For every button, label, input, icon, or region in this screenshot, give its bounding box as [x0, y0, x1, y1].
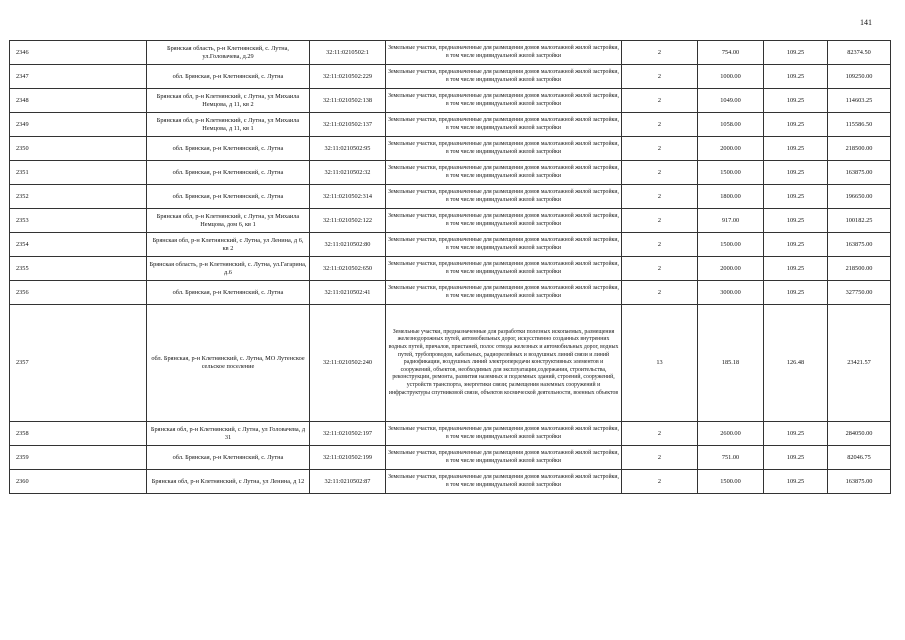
row-number: 2357 [10, 305, 147, 422]
row-number: 2355 [10, 257, 147, 281]
row-cadastral-value: 23421.57 [828, 305, 891, 422]
row-cadastral-number: 32:11:0210502:122 [310, 209, 386, 233]
row-cadastral-number: 32:11:0210502:41 [310, 281, 386, 305]
row-address: Брянская область, р-н Клетнянский, с. Лутна, ул.Гагарина, д.6 [147, 257, 310, 281]
row-permitted-use: Земельные участки, предназначенные для размещения домов малоэтажной жилой застройки, в том числе индивидуальной жилой застройки [386, 446, 622, 470]
row-specific-value: 109.25 [764, 113, 828, 137]
row-address: обл. Брянская, р-н Клетнянский, с. Лутна [147, 65, 310, 89]
row-number: 2346 [10, 41, 147, 65]
row-cadastral-number: 32:11:0210502:1 [310, 41, 386, 65]
row-specific-value: 109.25 [764, 209, 828, 233]
table-row [10, 65, 891, 89]
row-specific-value: 109.25 [764, 422, 828, 446]
table-row [10, 233, 891, 257]
row-area: 1058.00 [698, 113, 764, 137]
row-cadastral-number: 32:11:0210502:138 [310, 89, 386, 113]
row-permitted-use: Земельные участки, предназначенные для размещения домов малоэтажной жилой застройки, в том числе индивидуальной жилой застройки [386, 257, 622, 281]
row-group: 2 [622, 470, 698, 494]
row-permitted-use: Земельные участки, предназначенные для размещения домов малоэтажной жилой застройки, в том числе индивидуальной жилой застройки [386, 65, 622, 89]
row-address: Брянская обл, р-н Клетнянский, с Лутна, ул Головачева, д 31 [147, 422, 310, 446]
row-cadastral-number: 32:11:0210502:137 [310, 113, 386, 137]
table-row [10, 305, 891, 422]
row-group: 2 [622, 281, 698, 305]
row-cadastral-value: 327750.00 [828, 281, 891, 305]
row-permitted-use: Земельные участки, предназначенные для размещения домов малоэтажной жилой застройки, в том числе индивидуальной жилой застройки [386, 185, 622, 209]
row-group: 2 [622, 89, 698, 113]
row-permitted-use: Земельные участки, предназначенные для размещения домов малоэтажной жилой застройки, в том числе индивидуальной жилой застройки [386, 161, 622, 185]
row-group: 2 [622, 41, 698, 65]
row-group: 2 [622, 113, 698, 137]
row-specific-value: 109.25 [764, 65, 828, 89]
row-area: 185.18 [698, 305, 764, 422]
row-cadastral-number: 32:11:0210502:32 [310, 161, 386, 185]
row-group: 2 [622, 65, 698, 89]
table-row [10, 281, 891, 305]
row-cadastral-number: 32:11:0210502:229 [310, 65, 386, 89]
row-group: 2 [622, 446, 698, 470]
row-specific-value: 109.25 [764, 185, 828, 209]
row-permitted-use: Земельные участки, предназначенные для размещения домов малоэтажной жилой застройки, в том числе индивидуальной жилой застройки [386, 41, 622, 65]
row-cadastral-number: 32:11:0210502:650 [310, 257, 386, 281]
row-cadastral-value: 196650.00 [828, 185, 891, 209]
row-address: обл. Брянская, р-н Клетнянский, с. Лутна [147, 281, 310, 305]
table-row [10, 161, 891, 185]
row-number: 2350 [10, 137, 147, 161]
row-area: 1500.00 [698, 233, 764, 257]
table-row [10, 89, 891, 113]
row-cadastral-number: 32:11:0210502:199 [310, 446, 386, 470]
row-permitted-use: Земельные участки, предназначенные для разработки полезных ископаемых, размещения железнодорожных путей, автомобильных дорог, искусственно созданных внутренних водных путей, причалов, пристаней, полос отвода железных и автомобильных дорог, водных путей, трубопроводов, кабельных, радиорелейных и воздушных линий связи и линий радиофикации, воздушных линий электропередачи конструктивных элементов и сооружений, объектов, необходимых для эксплуатации,содержания, строительства, реконструкции, ремонта, развития наземных и подземных зданий, строений, сооружений, устройств транспорта, энергетики связи; размещения наземных сооружений и инфраструктуры спутниковой связи, объектов космической деятельности, военных объектов [386, 305, 622, 422]
row-specific-value: 109.25 [764, 137, 828, 161]
row-group: 2 [622, 185, 698, 209]
table-row [10, 446, 891, 470]
row-address: Брянская обл, р-н Клетнянский, с Лутна, ул Ленина, д 6, кв 2 [147, 233, 310, 257]
row-cadastral-number: 32:11:0210502:87 [310, 470, 386, 494]
row-permitted-use: Земельные участки, предназначенные для размещения домов малоэтажной жилой застройки, в том числе индивидуальной жилой застройки [386, 89, 622, 113]
table-row [10, 209, 891, 233]
row-group: 2 [622, 137, 698, 161]
row-cadastral-number: 32:11:0210502:95 [310, 137, 386, 161]
page-number: 141 [860, 18, 872, 27]
table-row [10, 257, 891, 281]
row-number: 2358 [10, 422, 147, 446]
row-cadastral-number: 32:11:0210502:80 [310, 233, 386, 257]
row-specific-value: 126.48 [764, 305, 828, 422]
row-group: 2 [622, 209, 698, 233]
row-permitted-use: Земельные участки, предназначенные для размещения домов малоэтажной жилой застройки, в том числе индивидуальной жилой застройки [386, 422, 622, 446]
row-area: 1500.00 [698, 161, 764, 185]
row-number: 2353 [10, 209, 147, 233]
row-address: Брянская обл, р-н Клетнянский, с Лутна, ул Михаила Немцова, д 11, кв 2 [147, 89, 310, 113]
row-area: 3000.00 [698, 281, 764, 305]
row-address: обл. Брянская, р-н Клетнянский, с. Лутна [147, 446, 310, 470]
row-specific-value: 109.25 [764, 257, 828, 281]
row-number: 2359 [10, 446, 147, 470]
row-permitted-use: Земельные участки, предназначенные для размещения домов малоэтажной жилой застройки, в том числе индивидуальной жилой застройки [386, 281, 622, 305]
row-specific-value: 109.25 [764, 446, 828, 470]
row-specific-value: 109.25 [764, 41, 828, 65]
row-cadastral-value: 163875.00 [828, 233, 891, 257]
row-group: 2 [622, 422, 698, 446]
table-row [10, 113, 891, 137]
table-row [10, 470, 891, 494]
row-specific-value: 109.25 [764, 470, 828, 494]
table-row [10, 422, 891, 446]
row-area: 2000.00 [698, 257, 764, 281]
row-address: Брянская обл, р-н Клетнянский, с Лутна, ул Михаила Немцова, д 11, кв 1 [147, 113, 310, 137]
row-number: 2347 [10, 65, 147, 89]
row-number: 2349 [10, 113, 147, 137]
table-row [10, 185, 891, 209]
row-area: 2600.00 [698, 422, 764, 446]
row-cadastral-value: 82374.50 [828, 41, 891, 65]
row-area: 1800.00 [698, 185, 764, 209]
row-permitted-use: Земельные участки, предназначенные для размещения домов малоэтажной жилой застройки, в том числе индивидуальной жилой застройки [386, 470, 622, 494]
row-area: 1500.00 [698, 470, 764, 494]
row-cadastral-value: 82046.75 [828, 446, 891, 470]
row-area: 751.00 [698, 446, 764, 470]
row-address: обл. Брянская, р-н Клетнянский, с. Лутна, МО Лутенское сельское поселение [147, 305, 310, 422]
row-address: Брянская обл, р-н Клетнянский, с Лутна, ул Ленина, д 12 [147, 470, 310, 494]
row-cadastral-value: 163875.00 [828, 161, 891, 185]
row-cadastral-value: 218500.00 [828, 257, 891, 281]
row-area: 754.00 [698, 41, 764, 65]
row-cadastral-value: 109250.00 [828, 65, 891, 89]
row-number: 2360 [10, 470, 147, 494]
row-group: 2 [622, 161, 698, 185]
row-group: 13 [622, 305, 698, 422]
row-number: 2356 [10, 281, 147, 305]
row-specific-value: 109.25 [764, 233, 828, 257]
row-cadastral-number: 32:11:0210502:240 [310, 305, 386, 422]
row-cadastral-value: 218500.00 [828, 137, 891, 161]
row-address: обл. Брянская, р-н Клетнянский, с. Лутна [147, 185, 310, 209]
cadastral-value-table [9, 40, 891, 494]
row-area: 1000.00 [698, 65, 764, 89]
table-row [10, 137, 891, 161]
row-number: 2354 [10, 233, 147, 257]
row-cadastral-value: 284050.00 [828, 422, 891, 446]
row-group: 2 [622, 233, 698, 257]
row-specific-value: 109.25 [764, 161, 828, 185]
row-permitted-use: Земельные участки, предназначенные для размещения домов малоэтажной жилой застройки, в том числе индивидуальной жилой застройки [386, 209, 622, 233]
row-specific-value: 109.25 [764, 89, 828, 113]
row-address: Брянская обл, р-н Клетнянский, с Лутна, ул Михаила Немцова, дом 6, кв 1 [147, 209, 310, 233]
row-address: обл. Брянская, р-н Клетнянский, с. Лутна [147, 161, 310, 185]
row-number: 2352 [10, 185, 147, 209]
row-permitted-use: Земельные участки, предназначенные для размещения домов малоэтажной жилой застройки, в том числе индивидуальной жилой застройки [386, 113, 622, 137]
row-permitted-use: Земельные участки, предназначенные для размещения домов малоэтажной жилой застройки, в том числе индивидуальной жилой застройки [386, 233, 622, 257]
row-group: 2 [622, 257, 698, 281]
row-area: 2000.00 [698, 137, 764, 161]
row-address: Брянская область, р-н Клетнянский, с. Лутна, ул.Головачева, д.29 [147, 41, 310, 65]
row-cadastral-value: 163875.00 [828, 470, 891, 494]
row-specific-value: 109.25 [764, 281, 828, 305]
table-row [10, 41, 891, 65]
row-area: 917.00 [698, 209, 764, 233]
row-cadastral-value: 114603.25 [828, 89, 891, 113]
row-address: обл. Брянская, р-н Клетнянский, с. Лутна [147, 137, 310, 161]
row-cadastral-number: 32:11:0210502:314 [310, 185, 386, 209]
row-permitted-use: Земельные участки, предназначенные для размещения домов малоэтажной жилой застройки, в том числе индивидуальной жилой застройки [386, 137, 622, 161]
row-cadastral-value: 100182.25 [828, 209, 891, 233]
row-cadastral-value: 115586.50 [828, 113, 891, 137]
row-area: 1049.00 [698, 89, 764, 113]
row-cadastral-number: 32:11:0210502:197 [310, 422, 386, 446]
row-number: 2348 [10, 89, 147, 113]
row-number: 2351 [10, 161, 147, 185]
